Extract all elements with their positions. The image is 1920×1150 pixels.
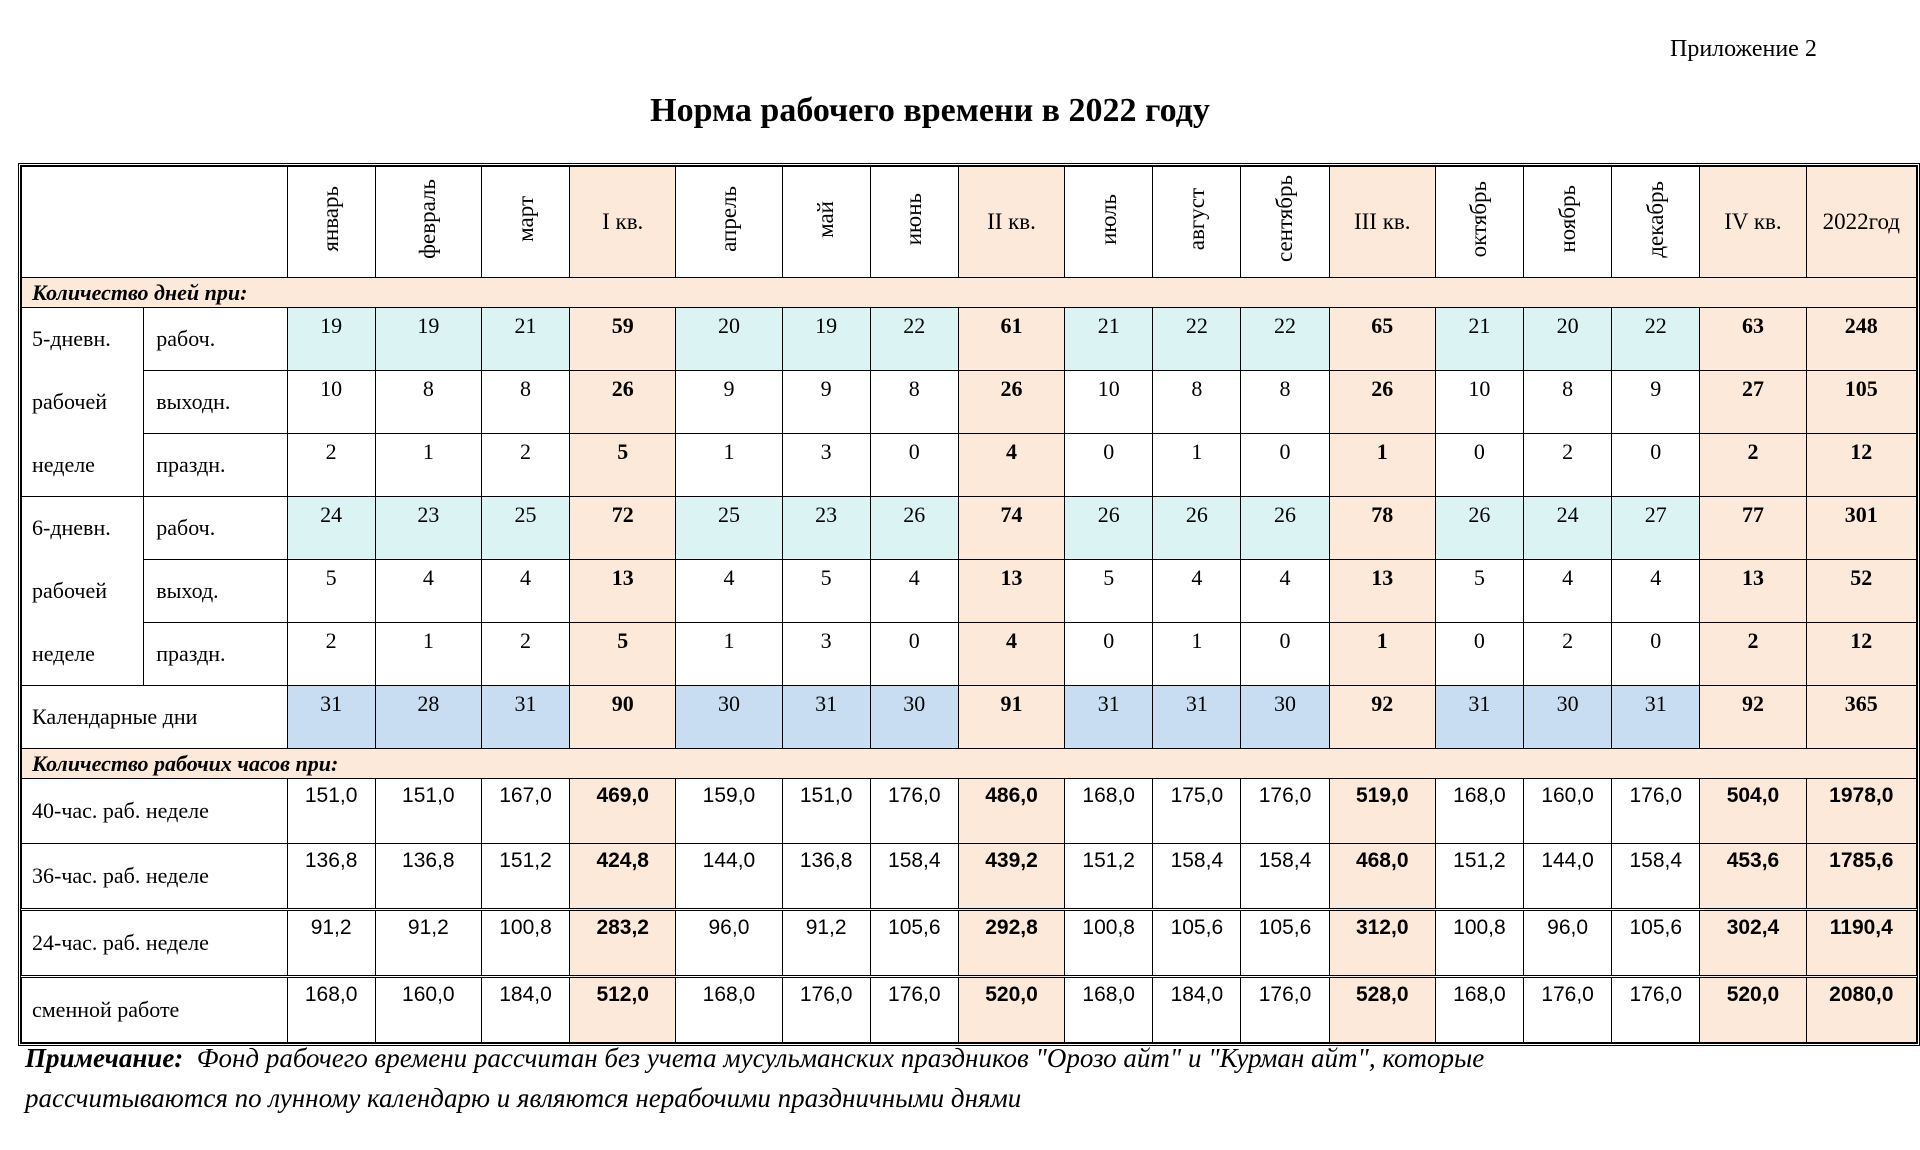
row-label: 40-час. раб. неделе [22,779,288,844]
cell: 31 [782,686,870,749]
cell: 9 [676,371,782,434]
cell: 176,0 [1241,779,1329,844]
cell: 105,6 [1153,910,1241,977]
cell: 168,0 [676,977,782,1043]
cell: 0 [1435,623,1523,686]
cell: 151,0 [375,779,481,844]
cell: 26 [1435,497,1523,560]
cell: 167,0 [481,779,569,844]
cell: 365 [1806,686,1916,749]
cell: 519,0 [1329,779,1435,844]
cell: 176,0 [1612,977,1700,1043]
cell: 4 [1524,560,1612,623]
cell: 176,0 [870,977,958,1043]
cell: 184,0 [481,977,569,1043]
cell: 292,8 [958,910,1064,977]
calendar-row [22,686,1917,749]
cell: 105,6 [870,910,958,977]
cell: 31 [1435,686,1523,749]
row-label: выход. [144,560,287,623]
cell: 96,0 [1524,910,1612,977]
cell: 26 [958,371,1064,434]
cell: 168,0 [287,977,375,1043]
cell: 30 [1524,686,1612,749]
cell: 176,0 [1524,977,1612,1043]
week5-label-line: неделе [22,434,144,497]
cell: 1785,6 [1806,844,1916,910]
cell: 27 [1612,497,1700,560]
cell: 158,4 [1241,844,1329,910]
cell: 30 [870,686,958,749]
hours-row [22,844,1917,910]
note-line1: Фонд рабочего времени рассчитан без учета мусульманских праздников "Орозо айт" и "Курман айт", которые [196,1043,1485,1073]
col-header-5 [782,167,870,278]
cell: 27 [1700,371,1806,434]
cell: 168,0 [1065,977,1153,1043]
note-label: Примечание: [25,1043,184,1073]
cell: 8 [870,371,958,434]
col-header-14 [1612,167,1700,278]
col-header-10 [1241,167,1329,278]
cell: 2 [1524,623,1612,686]
cell: 74 [958,497,1064,560]
cell: 21 [481,308,569,371]
cell: 91,2 [375,910,481,977]
cell: 136,8 [287,844,375,910]
cell: 90 [570,686,676,749]
cell: 77 [1700,497,1806,560]
cell: 9 [1612,371,1700,434]
cell: 248 [1806,308,1916,371]
cell: 151,2 [481,844,569,910]
col-header-label: III кв. [1353,209,1411,234]
cell: 52 [1806,560,1916,623]
col-header-label: июнь [901,192,927,246]
cell: 10 [1065,371,1153,434]
cell: 1 [375,434,481,497]
cell: 19 [287,308,375,371]
cell: 158,4 [870,844,958,910]
cell: 4 [676,560,782,623]
appendix-label: Приложение 2 [1670,36,1817,62]
hours-row [22,779,1917,844]
cell: 0 [1065,623,1153,686]
cell: 105,6 [1241,910,1329,977]
cell: 20 [676,308,782,371]
note-line2: рассчитываются по лунному календарю и являются нерабочими праздничными днями [25,1083,1022,1113]
table-row [22,308,1917,371]
cell: 160,0 [375,977,481,1043]
week5-label-line: 5-дневн. [22,308,144,371]
col-header-1 [375,167,481,278]
cell: 63 [1700,308,1806,371]
cell: 160,0 [1524,779,1612,844]
cell: 8 [1241,371,1329,434]
col-header-label: ноябрь [1554,185,1580,253]
cell: 30 [676,686,782,749]
cell: 72 [570,497,676,560]
cell: 22 [1612,308,1700,371]
cell: 151,2 [1065,844,1153,910]
cell: 520,0 [1700,977,1806,1043]
cell: 92 [1329,686,1435,749]
table-row [22,371,1917,434]
week6-label-line: 6-дневн. [22,497,144,560]
col-header-4 [676,167,782,278]
cell: 8 [1524,371,1612,434]
cell: 100,8 [1435,910,1523,977]
cell: 283,2 [570,910,676,977]
cell: 105,6 [1612,910,1700,977]
cell: 23 [375,497,481,560]
cell: 1 [1153,623,1241,686]
cell: 1 [1329,434,1435,497]
cell: 176,0 [1612,779,1700,844]
col-header-9 [1153,167,1241,278]
cell: 486,0 [958,779,1064,844]
cell: 1 [1329,623,1435,686]
week5-label-line: рабочей [22,371,144,434]
col-header-label: январь [318,186,344,252]
cell: 26 [570,371,676,434]
cell: 2 [1700,434,1806,497]
work-time-table [18,163,1920,1046]
cell: 168,0 [1435,779,1523,844]
week6-label-line: неделе [22,623,144,686]
cell: 151,0 [782,779,870,844]
cell: 5 [782,560,870,623]
cell: 91,2 [782,910,870,977]
cell: 453,6 [1700,844,1806,910]
cell: 26 [1329,371,1435,434]
cell: 176,0 [870,779,958,844]
cell: 10 [1435,371,1523,434]
cell: 1978,0 [1806,779,1916,844]
col-header-label: июль [1095,193,1121,245]
cell: 158,4 [1153,844,1241,910]
cell: 10 [287,371,375,434]
row-label: Календарные дни [22,686,288,749]
cell: 21 [1065,308,1153,371]
cell: 136,8 [375,844,481,910]
row-label: 24-час. раб. неделе [22,910,288,977]
col-header-12 [1435,167,1523,278]
cell: 22 [1241,308,1329,371]
cell: 4 [1241,560,1329,623]
section-days-label: Количество дней при: [22,278,1917,308]
cell: 31 [1153,686,1241,749]
cell: 13 [958,560,1064,623]
col-header-label: 2022год [1822,209,1900,234]
cell: 4 [481,560,569,623]
cell: 4 [375,560,481,623]
cell: 2 [287,434,375,497]
cell: 12 [1806,623,1916,686]
cell: 439,2 [958,844,1064,910]
col-header-15 [1700,167,1806,278]
cell: 1190,4 [1806,910,1916,977]
cell: 2 [287,623,375,686]
table-row [22,434,1917,497]
col-header-label: апрель [715,186,741,252]
row-label: 36-час. раб. неделе [22,844,288,910]
cell: 19 [782,308,870,371]
cell: 4 [1612,560,1700,623]
cell: 8 [1153,371,1241,434]
col-header-label: I кв. [602,209,644,234]
cell: 5 [570,623,676,686]
cell: 20 [1524,308,1612,371]
cell: 158,4 [1612,844,1700,910]
cell: 0 [1435,434,1523,497]
col-header-11 [1329,167,1435,278]
cell: 59 [570,308,676,371]
section-days [22,278,1917,308]
cell: 512,0 [570,977,676,1043]
cell: 26 [1241,497,1329,560]
table-row [22,560,1917,623]
cell: 22 [870,308,958,371]
table-row [22,497,1917,560]
cell: 61 [958,308,1064,371]
hours-row [22,977,1917,1043]
col-header-0 [287,167,375,278]
cell: 4 [958,623,1064,686]
col-header-label: март [512,196,538,242]
cell: 31 [1612,686,1700,749]
cell: 2 [1524,434,1612,497]
cell: 91,2 [287,910,375,977]
cell: 0 [1241,623,1329,686]
cell: 175,0 [1153,779,1241,844]
cell: 528,0 [1329,977,1435,1043]
cell: 5 [287,560,375,623]
cell: 168,0 [1435,977,1523,1043]
cell: 1 [676,434,782,497]
cell: 9 [782,371,870,434]
cell: 2 [1700,623,1806,686]
cell: 13 [1329,560,1435,623]
cell: 105 [1806,371,1916,434]
col-header-7 [958,167,1064,278]
cell: 13 [1700,560,1806,623]
cell: 91 [958,686,1064,749]
cell: 96,0 [676,910,782,977]
cell: 5 [570,434,676,497]
section-hours-label: Количество рабочих часов при: [22,749,1917,779]
cell: 302,4 [1700,910,1806,977]
col-header-label: II кв. [987,209,1036,234]
cell: 520,0 [958,977,1064,1043]
col-header-label: август [1183,187,1209,251]
row-label: рабоч. [144,308,287,371]
cell: 26 [1153,497,1241,560]
cell: 168,0 [1065,779,1153,844]
col-header-label: май [813,200,839,238]
cell: 12 [1806,434,1916,497]
col-header-label: IV кв. [1724,209,1782,234]
cell: 2080,0 [1806,977,1916,1043]
page-title: Норма рабочего времени в 2022 году [650,92,1210,129]
cell: 30 [1241,686,1329,749]
col-header-label: октябрь [1466,180,1492,258]
cell: 8 [375,371,481,434]
section-hours [22,749,1917,779]
col-header-2 [481,167,569,278]
header-row [22,167,1917,278]
col-header-16 [1806,167,1916,278]
cell: 136,8 [782,844,870,910]
cell: 5 [1435,560,1523,623]
col-header-6 [870,167,958,278]
cell: 504,0 [1700,779,1806,844]
cell: 1 [375,623,481,686]
cell: 100,8 [1065,910,1153,977]
cell: 2 [481,623,569,686]
row-label: рабоч. [144,497,287,560]
cell: 144,0 [1524,844,1612,910]
cell: 0 [1241,434,1329,497]
cell: 26 [1065,497,1153,560]
cell: 24 [287,497,375,560]
cell: 24 [1524,497,1612,560]
cell: 0 [870,623,958,686]
cell: 312,0 [1329,910,1435,977]
cell: 301 [1806,497,1916,560]
row-label: сменной работе [22,977,288,1043]
cell: 144,0 [676,844,782,910]
cell: 176,0 [1241,977,1329,1043]
cell: 151,2 [1435,844,1523,910]
col-header-8 [1065,167,1153,278]
cell: 92 [1700,686,1806,749]
cell: 78 [1329,497,1435,560]
cell: 3 [782,434,870,497]
cell: 5 [1065,560,1153,623]
cell: 23 [782,497,870,560]
cell: 28 [375,686,481,749]
cell: 2 [481,434,569,497]
cell: 1 [1153,434,1241,497]
cell: 65 [1329,308,1435,371]
cell: 0 [1065,434,1153,497]
cell: 21 [1435,308,1523,371]
col-header-label: сентябрь [1272,175,1298,263]
cell: 8 [481,371,569,434]
col-header-label: февраль [415,179,441,259]
cell: 184,0 [1153,977,1241,1043]
row-label: праздн. [144,434,287,497]
cell: 151,0 [287,779,375,844]
cell: 0 [1612,623,1700,686]
cell: 4 [958,434,1064,497]
cell: 19 [375,308,481,371]
cell: 424,8 [570,844,676,910]
cell: 100,8 [481,910,569,977]
cell: 31 [481,686,569,749]
cell: 0 [870,434,958,497]
cell: 0 [1612,434,1700,497]
cell: 31 [287,686,375,749]
cell: 26 [870,497,958,560]
cell: 176,0 [782,977,870,1043]
cell: 13 [570,560,676,623]
header-corner [22,167,288,278]
cell: 159,0 [676,779,782,844]
col-header-label: декабрь [1642,180,1668,258]
note [25,1038,1885,1118]
col-header-13 [1524,167,1612,278]
cell: 31 [1065,686,1153,749]
row-label: выходн. [144,371,287,434]
hours-row [22,910,1917,977]
cell: 1 [676,623,782,686]
cell: 4 [1153,560,1241,623]
cell: 469,0 [570,779,676,844]
cell: 468,0 [1329,844,1435,910]
cell: 25 [676,497,782,560]
week6-label-line: рабочей [22,560,144,623]
cell: 4 [870,560,958,623]
row-label: праздн. [144,623,287,686]
cell: 25 [481,497,569,560]
table-row [22,623,1917,686]
cell: 3 [782,623,870,686]
col-header-3 [570,167,676,278]
cell: 22 [1153,308,1241,371]
